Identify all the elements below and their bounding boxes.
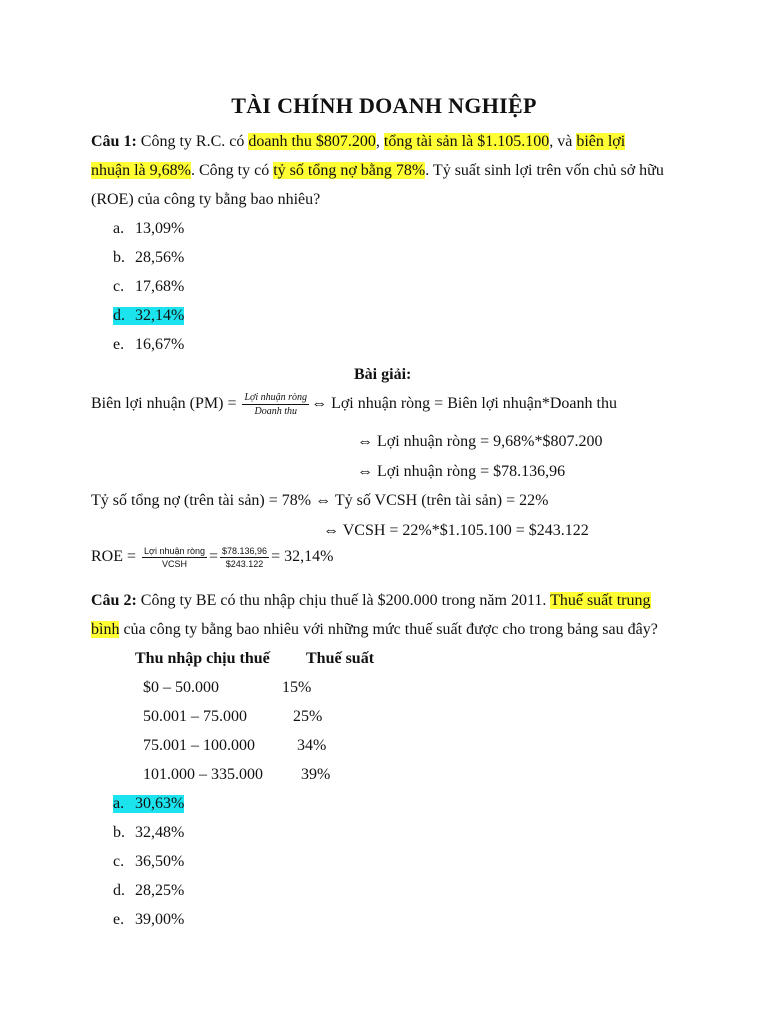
option-text: 17,68%	[135, 278, 185, 295]
option-letter: c.	[113, 278, 125, 295]
q1-label: Câu 1:	[91, 133, 137, 150]
q2-line-2	[91, 621, 658, 639]
vcsh-line: ⇔ VCSH = 22%*$1.105.100 = $243.122	[323, 522, 589, 539]
option-letter: d.	[113, 307, 125, 324]
q1-option-c[interactable]	[113, 278, 184, 296]
table-cell: 25%	[293, 708, 323, 725]
q1-line-3: (ROE) của công ty bằng bao nhiêu?	[91, 191, 321, 208]
q2-highlight-rate: Thuế suất trung	[550, 592, 651, 609]
option-letter: d.	[113, 882, 125, 899]
option-text: 16,67%	[135, 336, 185, 353]
option-letter: b.	[113, 249, 125, 266]
q1-option-a[interactable]	[113, 220, 184, 238]
option-text: 28,56%	[135, 249, 185, 266]
q1-text: ,	[375, 133, 384, 150]
solution-heading: Bài giải:	[354, 366, 412, 383]
option-text: 36,50%	[135, 853, 185, 870]
roe-numerator-1: Lợi nhuận ròng	[144, 546, 205, 556]
roe-denominator-1: VCSH	[162, 559, 188, 569]
q2-option-a-answer[interactable]	[113, 795, 184, 813]
q2-label: Câu 2:	[91, 592, 137, 609]
pm-denominator: Doanh thu	[254, 406, 298, 417]
pm-formula	[91, 392, 617, 417]
solution-step-2: ⇔ Lợi nhuận ròng = 9,68%*$807.200	[357, 433, 603, 450]
q2-line-1	[91, 592, 651, 610]
option-text: 28,25%	[135, 882, 185, 899]
q1-highlight-debt: tỷ số tổng nợ bằng 78%	[273, 162, 426, 179]
q1-highlight-margin-cont: nhuận là 9,68%	[91, 162, 191, 179]
option-text: 30,63%	[135, 795, 185, 812]
q1-option-b[interactable]	[113, 249, 184, 267]
solution-step-3: ⇔ Lợi nhuận ròng = $78.136,96	[357, 463, 566, 480]
debt-ratio-line: Tỷ số tổng nợ (trên tài sản) = 78% ⇔ Tỷ số VCSH (trên tài sản) = 22%	[91, 492, 549, 509]
q2-option-b[interactable]	[113, 824, 184, 842]
pm-numerator: Lợi nhuận ròng	[244, 392, 308, 403]
table-cell: 34%	[297, 737, 327, 754]
pm-rhs: ⇔ Lợi nhuận ròng = Biên lợi nhuận*Doanh thu	[311, 395, 617, 413]
table-cell: 39%	[301, 766, 331, 783]
table-header-rate: Thuế suất	[306, 650, 375, 667]
roe-rhs: = 32,14%	[271, 548, 334, 566]
roe-lhs: ROE =	[91, 548, 141, 566]
option-text: 13,09%	[135, 220, 185, 237]
q1-highlight-margin: biên lợi	[576, 133, 626, 150]
table-cell: $0 – 50.000	[143, 679, 219, 696]
q2-option-d[interactable]	[113, 882, 184, 900]
option-text: 39,00%	[135, 911, 185, 928]
option-letter: a.	[113, 795, 125, 812]
option-text: 32,14%	[135, 307, 185, 324]
q2-option-e[interactable]	[113, 911, 184, 929]
table-cell: 101.000 – 335.000	[143, 766, 263, 783]
option-letter: c.	[113, 853, 125, 870]
q2-text: Công ty BE có thu nhập chịu thuế là $200.000 trong năm 2011.	[136, 592, 551, 609]
q1-line-2	[91, 162, 664, 180]
table-header-income: Thu nhập chịu thuế	[135, 650, 270, 667]
option-letter: a.	[113, 220, 125, 237]
q2-highlight-rate-cont: bình	[91, 621, 120, 638]
q1-line-1	[91, 133, 625, 151]
option-letter: e.	[113, 911, 125, 928]
page-title: TÀI CHÍNH DOANH NGHIỆP	[231, 93, 537, 118]
roe-fraction-2	[220, 546, 269, 569]
table-cell: 15%	[282, 679, 312, 696]
q2-option-c[interactable]	[113, 853, 184, 871]
pm-lhs: Biên lợi nhuận (PM) =	[91, 395, 241, 413]
q1-highlight-revenue: doanh thu $807.200	[248, 133, 376, 150]
q1-text: , và	[549, 133, 577, 150]
option-letter: b.	[113, 824, 125, 841]
table-cell: 50.001 – 75.000	[143, 708, 247, 725]
option-text: 32,48%	[135, 824, 185, 841]
q1-text: . Công ty có	[190, 162, 274, 179]
q1-option-d-answer[interactable]	[113, 307, 184, 325]
q1-highlight-assets: tổng tài sản là $1.105.100	[383, 133, 550, 150]
q1-text: Công ty R.C. có	[136, 133, 249, 150]
table-cell: 75.001 – 100.000	[143, 737, 255, 754]
roe-denominator-2: $243.122	[225, 559, 264, 569]
roe-equals: =	[208, 548, 219, 566]
roe-fraction-1	[142, 546, 207, 569]
q1-text: . Tỷ suất sinh lợi trên vốn chủ sở hữu	[425, 162, 664, 179]
pm-fraction	[242, 392, 309, 417]
q2-text: của công ty bằng bao nhiêu với những mức thuế suất được cho trong bảng sau đây?	[119, 621, 658, 638]
roe-numerator-2: $78.136,96	[222, 546, 268, 556]
option-letter: e.	[113, 336, 125, 353]
q1-option-e[interactable]	[113, 336, 184, 354]
roe-formula	[91, 546, 333, 569]
